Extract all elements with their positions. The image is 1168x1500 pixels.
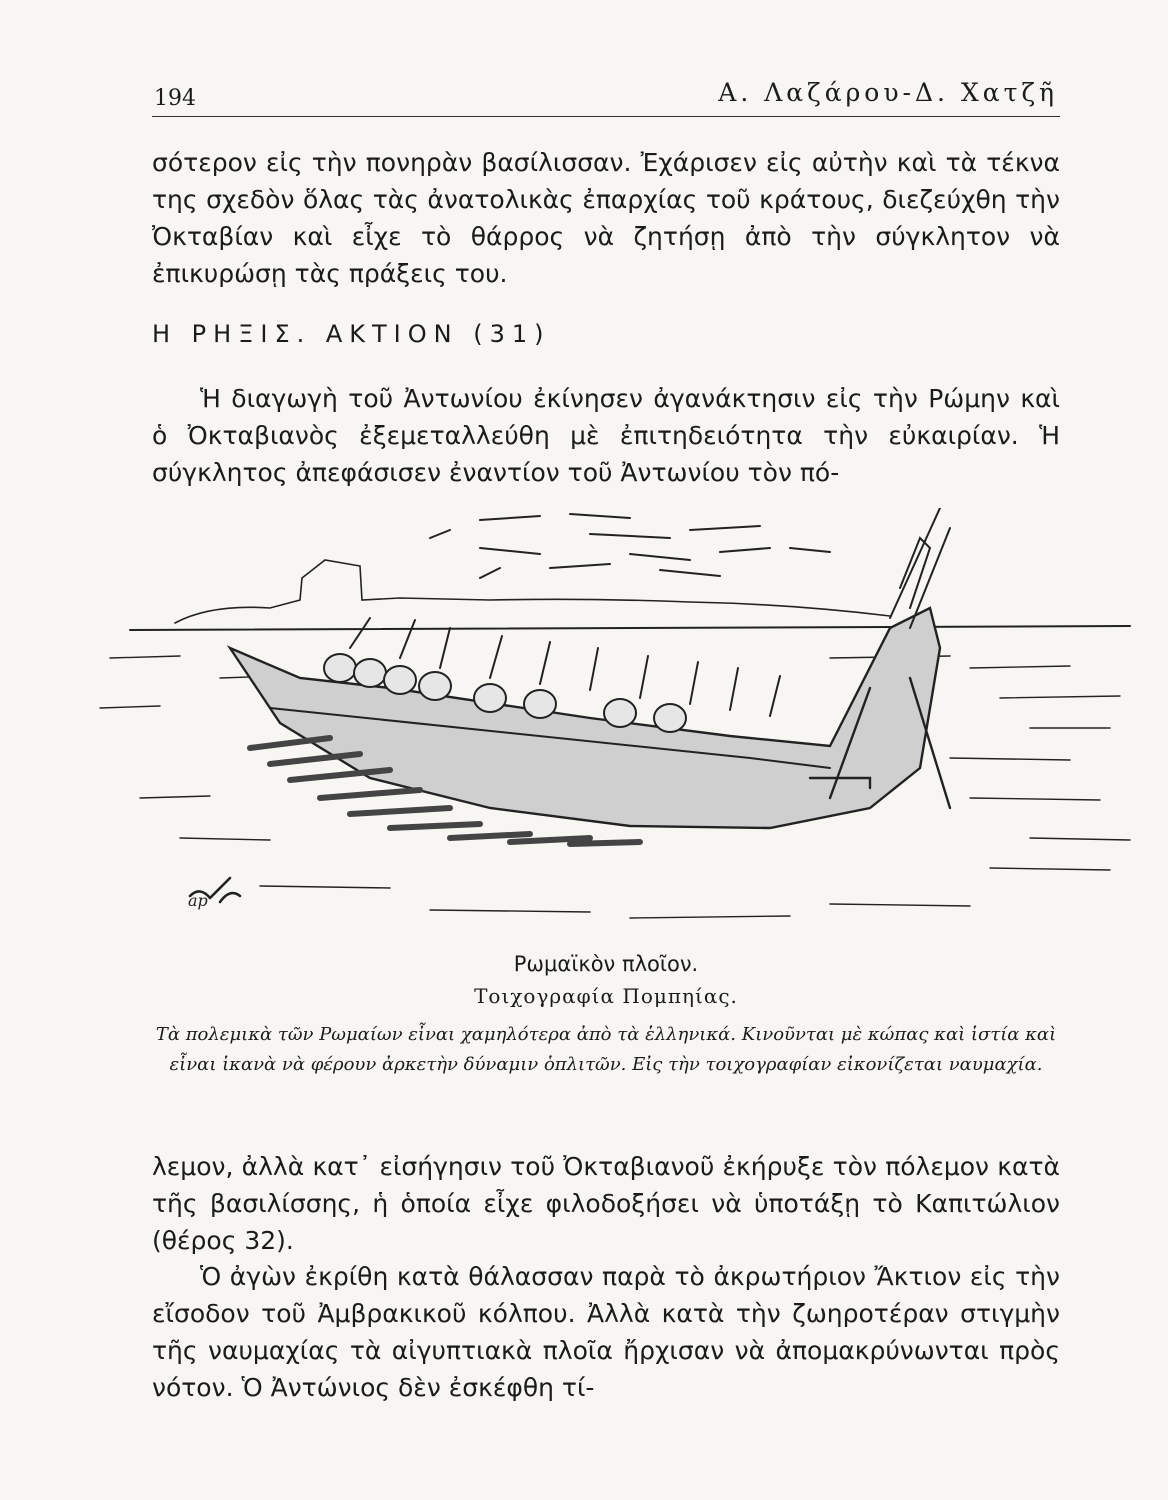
ship-drawing	[70, 508, 1150, 938]
paragraph-3: λεμον, ἀλλὰ κατ᾿ εἰσήγησιν τοῦ Ὀκταβιανοῦ ἐκήρυξε τὸν πόλεμον κατὰ τῆς βασιλίσσης, ἡ ὁποία εἶχε φιλοδοξήσει νὰ ὑποτάξῃ τὸ Καπιτώλιον (θέρος 32).	[152, 1152, 1060, 1255]
caption-text: Τὰ πολεμικὰ τῶν Ρωμαίων εἶναι χαμηλότερα ἀπὸ τὰ ἑλληνικά. Κινοῦνται μὲ κώπας καὶ ἱστία καὶ εἶναι ἱκανὰ νὰ φέρουν ἀρκετὴν δύναμιν ὁπλιτῶν. Εἰς τὴν τοιχογραφίαν εἰκονίζεται ναυμαχία.	[155, 1024, 1057, 1075]
page-number: 194	[154, 86, 196, 111]
paragraph-2: Ἡ διαγωγὴ τοῦ Ἀντωνίου ἐκίνησεν ἀγανάκτησιν εἰς τὴν Ρώμην καὶ ὁ Ὀκταβιανὸς ἐξεμεταλλεύθη μὲ ἐπιτηδειότητα τὴν εὐκαιρίαν. Ἡ σύγκλητος ἀπεφάσισεν ἐναντίον τοῦ Ἀντωνίου τὸν πό-	[152, 384, 1060, 487]
artist-monogram: ap	[188, 891, 208, 910]
caption-title: Ρωμαϊκὸν πλοῖον.	[513, 952, 699, 976]
roman-ship-illustration	[70, 508, 1150, 938]
running-head: Α. Λαζάρου-Δ. Χατζῆ	[718, 78, 1058, 107]
paragraph-1: σότερον εἰς τὴν πονηρὰν βασίλισσαν. Ἐχάρισεν εἰς αὐτὴν καὶ τὰ τέκνα της σχεδὸν ὅλας τὰς ἀνατολικὰς ἐπαρχίας τοῦ κράτους, διεζεύχθη τὴν Ὀκταβίαν καὶ εἶχε τὸ θάρρος νὰ ζητήσῃ ἀπὸ τὴν σύγκλητον νὰ ἐπικυρώσῃ τὰς πράξεις του.	[152, 148, 1060, 288]
caption-source: Τοιχογραφία Πομπηίας.	[474, 984, 738, 1008]
section-heading: Η ΡΗΞΙΣ. ΑΚΤΙΟΝ (31)	[152, 320, 551, 348]
paragraph-4: Ὁ ἀγὼν ἐκρίθη κατὰ θάλασσαν παρὰ τὸ ἀκρωτήριον Ἄκτιον εἰς τὴν εἴσοδον τοῦ Ἀμβρακικοῦ κόλπου. Ἀλλὰ κατὰ τὴν ζωηροτέραν στιγμὴν τῆς ναυμαχίας τὰ αἰγυπτιακὰ πλοῖα ἤρχισαν νὰ ἀπομακρύνωνται πρὸς νότον. Ὁ Ἀντώνιος δὲν ἐσκέφθη τί-	[152, 1262, 1060, 1402]
page-header	[152, 78, 1060, 117]
